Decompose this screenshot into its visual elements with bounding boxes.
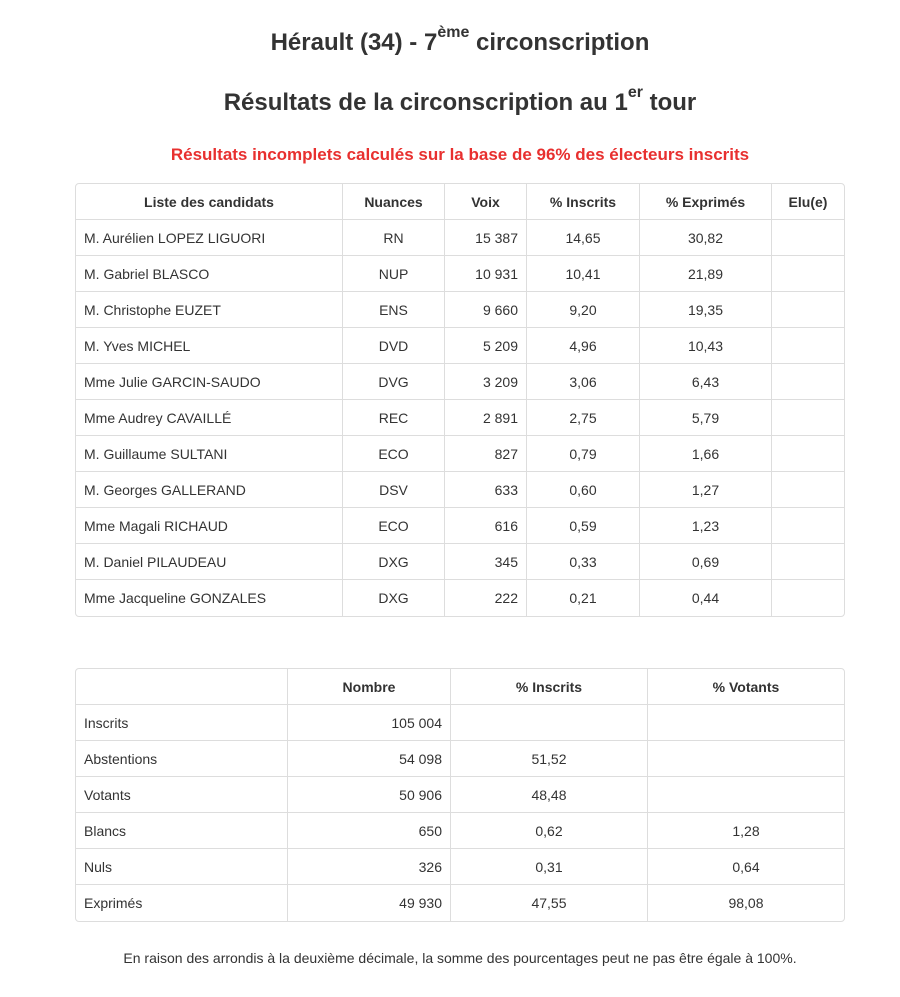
stat-label: Nuls xyxy=(76,849,288,885)
header-pct-inscrits: % Inscrits xyxy=(451,669,648,705)
candidate-elu xyxy=(772,220,844,256)
candidate-elu xyxy=(772,328,844,364)
stat-pct-inscrits: 47,55 xyxy=(451,885,648,921)
candidate-nuance: DXG xyxy=(343,544,445,580)
candidate-pct-exprimes: 0,69 xyxy=(640,544,772,580)
candidate-pct-inscrits: 0,79 xyxy=(527,436,640,472)
candidate-pct-inscrits: 2,75 xyxy=(527,400,640,436)
candidate-pct-inscrits: 0,33 xyxy=(527,544,640,580)
candidate-voix: 5 209 xyxy=(445,328,527,364)
candidate-pct-inscrits: 4,96 xyxy=(527,328,640,364)
stat-pct-votants xyxy=(648,705,844,741)
page-title-superscript: ème xyxy=(437,24,470,41)
stat-label: Inscrits xyxy=(76,705,288,741)
candidate-pct-exprimes: 1,27 xyxy=(640,472,772,508)
candidate-nuance: DVD xyxy=(343,328,445,364)
stat-pct-inscrits: 0,62 xyxy=(451,813,648,849)
candidate-nuance: RN xyxy=(343,220,445,256)
candidate-voix: 616 xyxy=(445,508,527,544)
candidate-pct-exprimes: 1,66 xyxy=(640,436,772,472)
candidate-pct-exprimes: 1,23 xyxy=(640,508,772,544)
stat-label: Blancs xyxy=(76,813,288,849)
participation-row xyxy=(76,741,844,777)
candidate-pct-inscrits: 10,41 xyxy=(527,256,640,292)
header-voix: Voix xyxy=(445,184,527,220)
candidate-row xyxy=(76,220,844,256)
candidate-elu xyxy=(772,580,844,616)
stat-label: Abstentions xyxy=(76,741,288,777)
candidate-row xyxy=(76,436,844,472)
stat-pct-inscrits: 51,52 xyxy=(451,741,648,777)
stat-nombre: 326 xyxy=(288,849,451,885)
candidate-elu xyxy=(772,544,844,580)
stat-pct-votants: 1,28 xyxy=(648,813,844,849)
candidate-pct-exprimes: 5,79 xyxy=(640,400,772,436)
page-title-rest: circonscription xyxy=(469,29,650,56)
header-elu: Elu(e) xyxy=(772,184,844,220)
header-pct-votants: % Votants xyxy=(648,669,844,705)
candidate-nuance: ECO xyxy=(343,508,445,544)
participation-row xyxy=(76,849,844,885)
candidate-elu xyxy=(772,400,844,436)
page-title xyxy=(0,24,900,57)
stat-pct-votants: 98,08 xyxy=(728,895,764,911)
stat-pct-votants xyxy=(648,741,844,777)
candidate-pct-inscrits: 0,21 xyxy=(527,580,640,616)
header-pct-inscrits: % Inscrits xyxy=(527,184,640,220)
stat-nombre: 650 xyxy=(288,813,451,849)
page-title-main: Hérault (34) - 7 xyxy=(270,29,438,56)
candidate-nuance: DSV xyxy=(343,472,445,508)
candidate-pct-inscrits: 0,59 xyxy=(527,508,640,544)
candidate-pct-exprimes: 10,43 xyxy=(640,328,772,364)
candidate-elu xyxy=(772,508,844,544)
stat-pct-votants: 0,64 xyxy=(648,849,844,885)
candidates-table xyxy=(75,183,845,617)
stat-nombre: 50 906 xyxy=(288,777,451,813)
header-pct-exprimes: % Exprimés xyxy=(640,184,772,220)
page-subtitle-rest: tour xyxy=(642,89,697,116)
stat-nombre: 49 930 xyxy=(288,885,451,921)
stat-nombre: 105 004 xyxy=(288,705,451,741)
candidate-row xyxy=(76,292,844,328)
rounding-footnote: En raison des arrondis à la deuxième décimale, la somme des pourcentages peut ne pas être égale à 100%. xyxy=(123,950,797,966)
candidate-name: M. Georges GALLERAND xyxy=(76,472,343,508)
candidate-row xyxy=(76,256,844,292)
candidate-name: M. Guillaume SULTANI xyxy=(76,436,343,472)
candidate-pct-exprimes: 21,89 xyxy=(640,256,772,292)
candidate-pct-inscrits: 0,60 xyxy=(527,472,640,508)
candidate-voix: 15 387 xyxy=(445,220,527,256)
candidate-voix: 222 xyxy=(445,580,527,616)
candidate-name: Mme Audrey CAVAILLÉ xyxy=(76,400,343,436)
header-candidates: Liste des candidats xyxy=(76,184,343,220)
page-subtitle-main: Résultats de la circonscription au 1 xyxy=(223,89,628,116)
header-empty xyxy=(76,669,288,705)
candidate-nuance: ENS xyxy=(343,292,445,328)
candidate-voix: 10 931 xyxy=(445,256,527,292)
participation-row xyxy=(76,777,844,813)
candidate-elu xyxy=(772,436,844,472)
participation-row xyxy=(76,813,844,849)
candidate-nuance: NUP xyxy=(343,256,445,292)
header-nombre: Nombre xyxy=(288,669,451,705)
participation-table xyxy=(75,668,845,922)
candidate-voix: 9 660 xyxy=(445,292,527,328)
stat-pct-inscrits: 48,48 xyxy=(451,777,648,813)
candidate-voix: 345 xyxy=(445,544,527,580)
stat-label: Votants xyxy=(76,777,288,813)
candidate-name: M. Aurélien LOPEZ LIGUORI xyxy=(76,220,343,256)
participation-row xyxy=(76,885,844,921)
candidate-voix: 633 xyxy=(445,472,527,508)
incomplete-results-warning: Résultats incomplets calculés sur la base de 96% des électeurs inscrits xyxy=(170,145,750,164)
stat-pct-inscrits: 0,31 xyxy=(451,849,648,885)
participation-header-row xyxy=(76,669,844,705)
candidate-voix: 2 891 xyxy=(445,400,527,436)
candidate-name: M. Daniel PILAUDEAU xyxy=(76,544,343,580)
candidate-row xyxy=(76,544,844,580)
candidate-pct-inscrits: 14,65 xyxy=(527,220,640,256)
participation-row xyxy=(76,705,844,741)
stat-nombre: 54 098 xyxy=(288,741,451,777)
candidate-row xyxy=(76,328,844,364)
candidate-elu xyxy=(772,472,844,508)
candidate-name: M. Yves MICHEL xyxy=(76,328,343,364)
page-subtitle xyxy=(0,84,900,117)
candidate-name: M. Gabriel BLASCO xyxy=(76,256,343,292)
candidate-pct-exprimes: 0,44 xyxy=(640,580,772,616)
candidate-pct-exprimes: 19,35 xyxy=(640,292,772,328)
candidate-row xyxy=(76,508,844,544)
candidate-name: M. Christophe EUZET xyxy=(76,292,343,328)
candidate-nuance: REC xyxy=(343,400,445,436)
candidate-row xyxy=(76,364,844,400)
candidate-row xyxy=(76,400,844,436)
candidates-header-row xyxy=(76,184,844,220)
candidate-voix: 3 209 xyxy=(445,364,527,400)
candidate-name: Mme Jacqueline GONZALES xyxy=(76,580,343,616)
candidate-row xyxy=(76,580,844,616)
candidate-voix: 827 xyxy=(445,436,527,472)
candidate-pct-inscrits: 3,06 xyxy=(527,364,640,400)
stat-label: Exprimés xyxy=(76,885,288,921)
candidate-name: Mme Julie GARCIN-SAUDO xyxy=(76,364,343,400)
header-nuances: Nuances xyxy=(343,184,445,220)
candidate-nuance: DVG xyxy=(343,364,445,400)
candidate-nuance: DXG xyxy=(343,580,445,616)
candidate-name: Mme Magali RICHAUD xyxy=(76,508,343,544)
stat-pct-votants xyxy=(648,777,844,813)
candidate-nuance: ECO xyxy=(343,436,445,472)
candidate-row xyxy=(76,472,844,508)
candidate-elu xyxy=(772,256,844,292)
page-subtitle-superscript: er xyxy=(627,84,643,101)
candidate-pct-inscrits: 9,20 xyxy=(527,292,640,328)
candidate-pct-exprimes: 30,82 xyxy=(640,220,772,256)
stat-pct-inscrits xyxy=(451,705,648,741)
candidate-elu xyxy=(772,292,844,328)
candidate-elu xyxy=(772,364,844,400)
candidate-pct-exprimes: 6,43 xyxy=(640,364,772,400)
